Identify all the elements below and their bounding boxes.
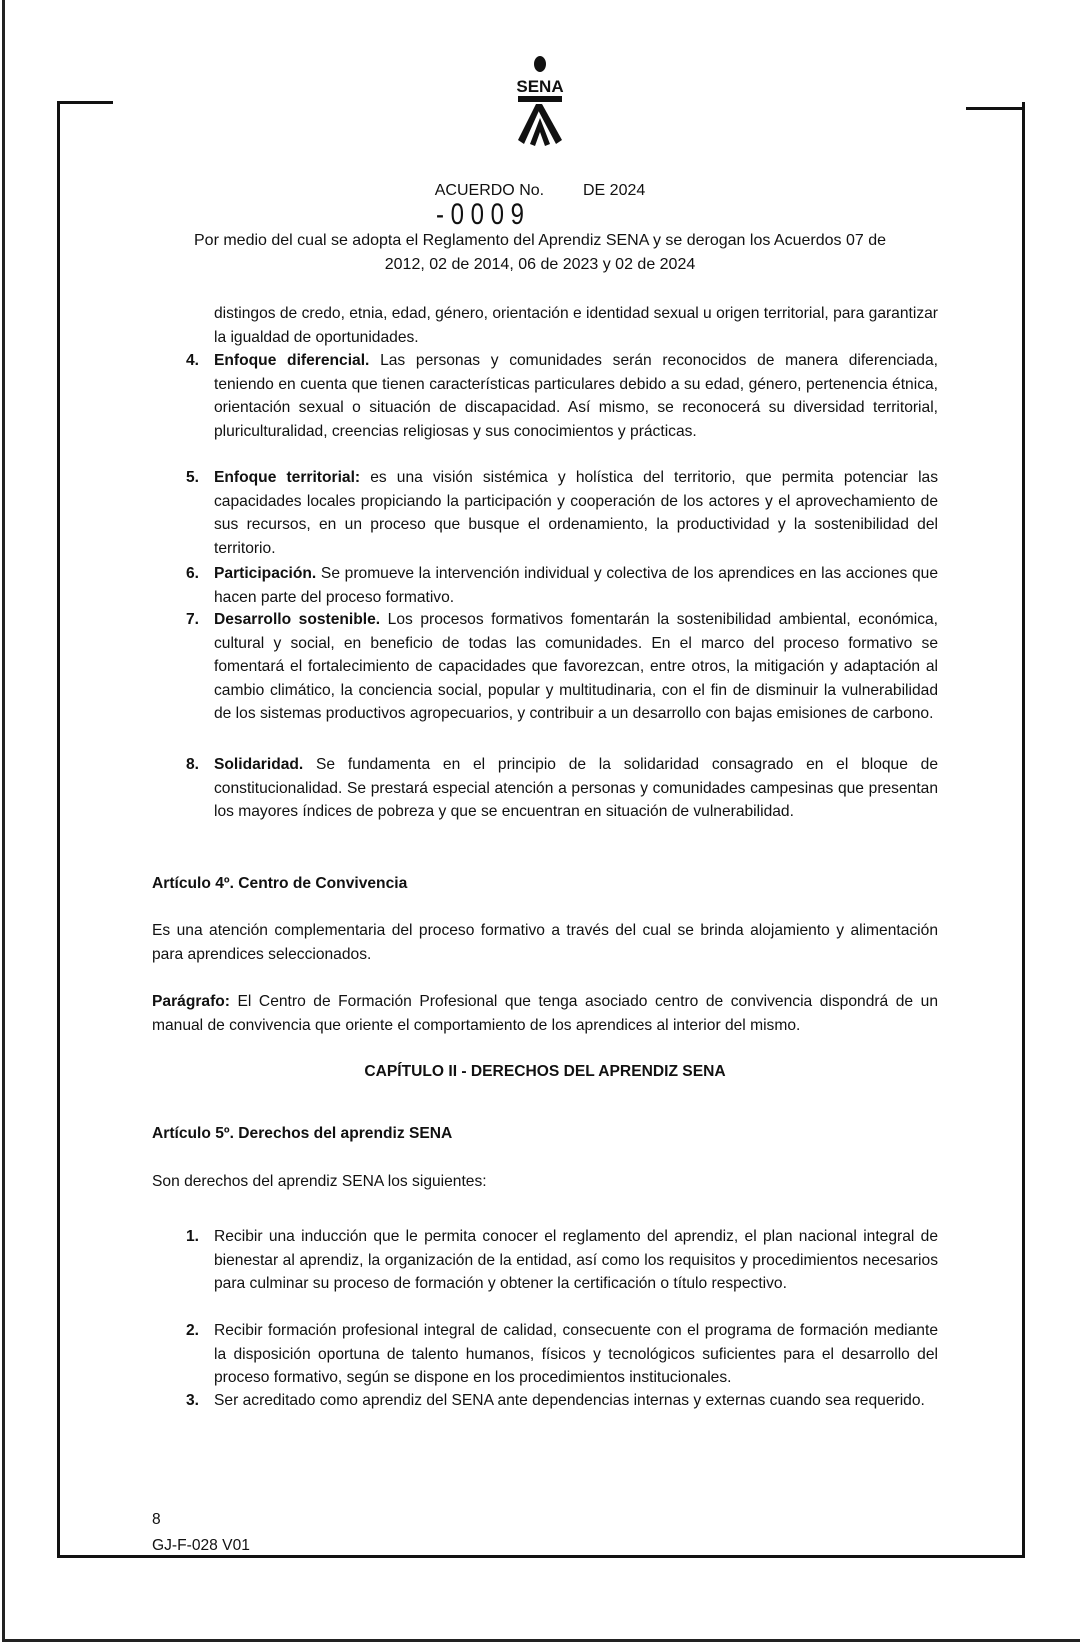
svg-text:SENA: SENA	[516, 77, 564, 96]
sena-logo	[490, 52, 590, 152]
right-item: 3. Ser acreditado como aprendiz del SENA ante dependencias internas y externas cuando sea requerido.	[186, 1392, 925, 1409]
article-5-heading: Artículo 5º. Derechos del aprendiz SENA	[152, 1125, 453, 1142]
right-item: 1. Recibir una inducción que le permita conocer el reglamento del aprendiz, el plan nacional integral de bienestar al aprendiz, la organización de la entidad, así como los requisitos y procedimientos necesarios para culminar su proceso de formación y obtener la certificación o título respectivo.	[186, 1228, 938, 1292]
frame-corner-right	[966, 107, 1022, 110]
subtitle-line-2: 2012, 02 de 2014, 06 de 2023 y 02 de 2024	[384, 256, 696, 273]
article-4-heading: Artículo 4º. Centro de Convivencia	[152, 875, 408, 892]
article-4-paragrafo: Parágrafo: El Centro de Formación Profesional que tenga asociado centro de convivencia dispondrá de un manual de convivencia que oriente el comportamiento de los aprendices al interior del mismo.	[152, 993, 938, 1034]
chapter-heading: CAPÍTULO II - DERECHOS DEL APRENDIZ SENA	[364, 1063, 726, 1080]
subtitle-line-1: Por medio del cual se adopta el Reglamento del Aprendiz SENA y se derogan los Acuerdos 07 de	[194, 232, 886, 249]
intro-continuation: distingos de credo, etnia, edad, género, orientación e identidad sexual u origen territorial, para garantizar la igualdad de oportunidades.	[214, 305, 938, 346]
right-item: 2. Recibir formación profesional integral de calidad, consecuente con el programa de formación mediante la disposición oportuna de talento humanos, físicos y tecnológicos suficientes para el desarrollo del proceso formativo, según se dispone en los procedimientos institucionales.	[186, 1322, 938, 1386]
acuerdo-label: ACUERDO No.	[434, 182, 545, 199]
acuerdo-number: - 0 0 0 9	[435, 198, 525, 231]
principle-item: 4. Enfoque diferencial. Las personas y comunidades serán reconocidos de manera diferenciada, teniendo en cuenta que tienen características particulares debido a su edad, género, pertenencia étnica, orientación sexual o situación de discapacidad. Así mismo, se reconocerá su diversidad territorial, pluriculturalidad, creencias religiosas y sus conocimientos y prácticas.	[186, 352, 938, 440]
article-4-body: Es una atención complementaria del proceso formativo a través del cual se brinda alojamiento y alimentación para aprendices seleccionados.	[152, 922, 938, 963]
form-code: GJ-F-028 V01	[152, 1537, 250, 1554]
frame-corner-left	[57, 101, 113, 104]
principle-item: 6. Participación. Se promueve la intervención individual y colectiva de los aprendices en las acciones que hacen parte del proceso formativo.	[186, 565, 938, 606]
principle-item: 7. Desarrollo sostenible. Los procesos formativos fomentarán la sostenibilidad ambiental, económica, cultural y social, en beneficio de todas las comunidades. En el marco del proceso formativo se fomentará el fortalecimiento de capacidades que favorezcan, entre otros, la mitigación y adaptación al cambio climático, la conciencia social, popular y multitudinaria, con el fin de disminuir la vulnerabilidad de los sistemas productivos agropecuarios, y contribuir a un desarrollo con bajas emisiones de carbono.	[186, 611, 939, 722]
principle-item: 8. Solidaridad. Se fundamenta en el principio de la solidaridad consagrado en el bloque de constitucionalidad. Se prestará especial atención a personas y comunidades campesinas que presentan los mayores índices de pobreza y que se encuentran en situación de vulnerabilidad.	[186, 756, 938, 820]
page-number: 8	[152, 1511, 161, 1528]
principle-item: 5. Enfoque territorial: es una visión sistémica y holística del territorio, que permita potenciar las capacidades locales propiciando la participación y cooperación de los actores y el aprovechamiento de sus recursos, en un proceso que busque el ordenamiento, la productividad y la sostenibilidad del territorio.	[186, 469, 939, 557]
article-5-intro: Son derechos del aprendiz SENA los siguientes:	[152, 1173, 487, 1190]
acuerdo-year: DE 2024	[583, 182, 646, 199]
